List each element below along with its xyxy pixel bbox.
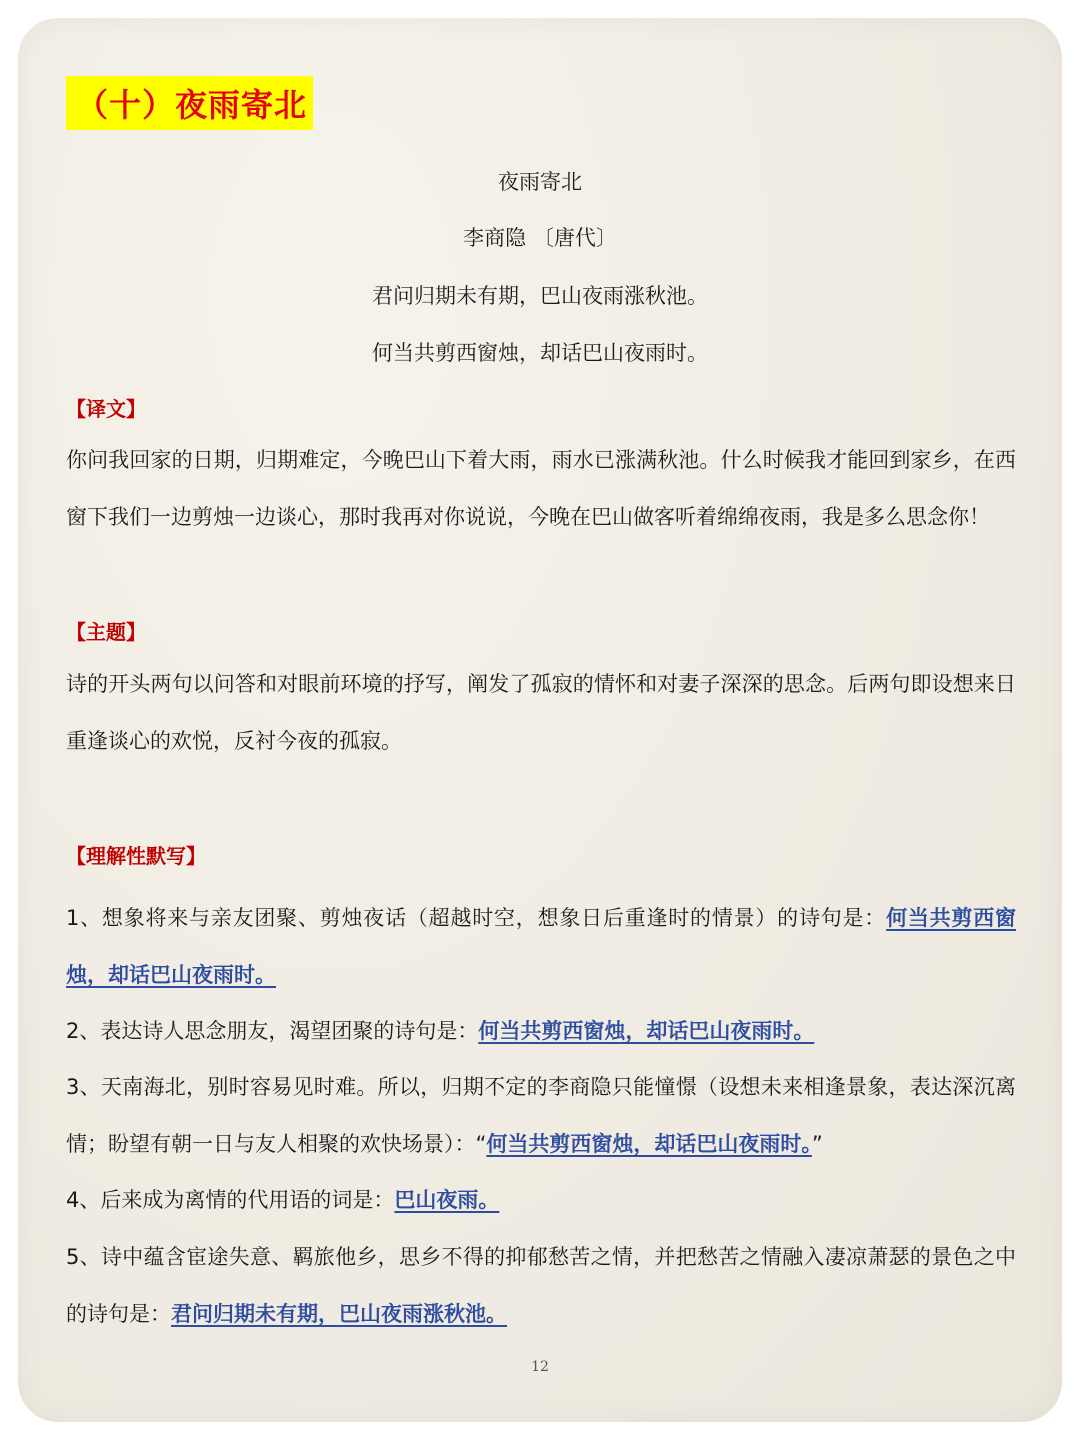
page-number: 12 [531,1359,549,1375]
dictation-item-5 [66,1229,1016,1343]
theme-heading: 【主题】 [66,620,146,644]
dictation-question: 2、表达诗人思念朋友，渴望团聚的诗句是： [66,1019,479,1043]
dictation-suffix: ” [811,1132,823,1156]
dictation-item-2 [66,1003,1016,1060]
dictation-answer: 何当共剪西窗烛，却话巴山夜雨时。 [486,1132,812,1156]
dictation-answer: 巴山夜雨。 [394,1188,500,1212]
dictation-question: 5、诗中蕴含宦途失意、羁旅他乡，思乡不得的抑郁愁苦之情，并把愁苦之情融入凄凉萧瑟的景色之中的诗句是： [66,1245,1016,1326]
translation-heading: 【译文】 [66,397,146,421]
poem-line-1: 君问归期未有期，巴山夜雨涨秋池。 [372,284,708,308]
dictation-question: 4、后来成为离情的代用语的词是： [66,1188,395,1212]
theme-text: 诗的开头两句以问答和对眼前环境的抒写，阐发了孤寂的情怀和对妻子深深的思念。后两句即设想来日重逢谈心的欢悦，反衬今夜的孤寂。 [66,672,1016,753]
dictation-item-1 [66,890,1016,1004]
dictation-answer: 君问归期未有期，巴山夜雨涨秋池。 [171,1302,507,1326]
poem-line-2: 何当共剪西窗烛，却话巴山夜雨时。 [372,341,708,365]
dictation-item-4 [66,1172,1016,1229]
dictation-answer: 何当共剪西窗烛，却话巴山夜雨时。 [66,906,1017,987]
section-title: （十）夜雨寄北 [66,76,313,130]
dictation-item-3 [66,1059,1016,1173]
dictation-answer: 何当共剪西窗烛，却话巴山夜雨时。 [478,1019,815,1043]
dictation-question: 3、天南海北，别时容易见时难。所以，归期不定的李商隐只能憧憬（设想未来相逢景象，表达深沉离情；盼望有朝一日与友人相聚的欢快场景）：“ [66,1075,1016,1156]
dictation-heading: 【理解性默写】 [66,844,206,868]
poem-title: 夜雨寄北 [498,170,582,194]
poem-author: 李商隐 〔唐代〕 [463,226,617,250]
translation-text: 你问我回家的日期，归期难定，今晚巴山下着大雨，雨水已涨满秋池。什么时候我才能回到家乡，在西窗下我们一边剪烛一边谈心，那时我再对你说说，今晚在巴山做客听着绵绵夜雨，我是多么思念你！ [66,448,1016,529]
dictation-question: 1、想象将来与亲友团聚、剪烛夜话（超越时空，想象日后重逢时的情景）的诗句是： [66,906,887,930]
